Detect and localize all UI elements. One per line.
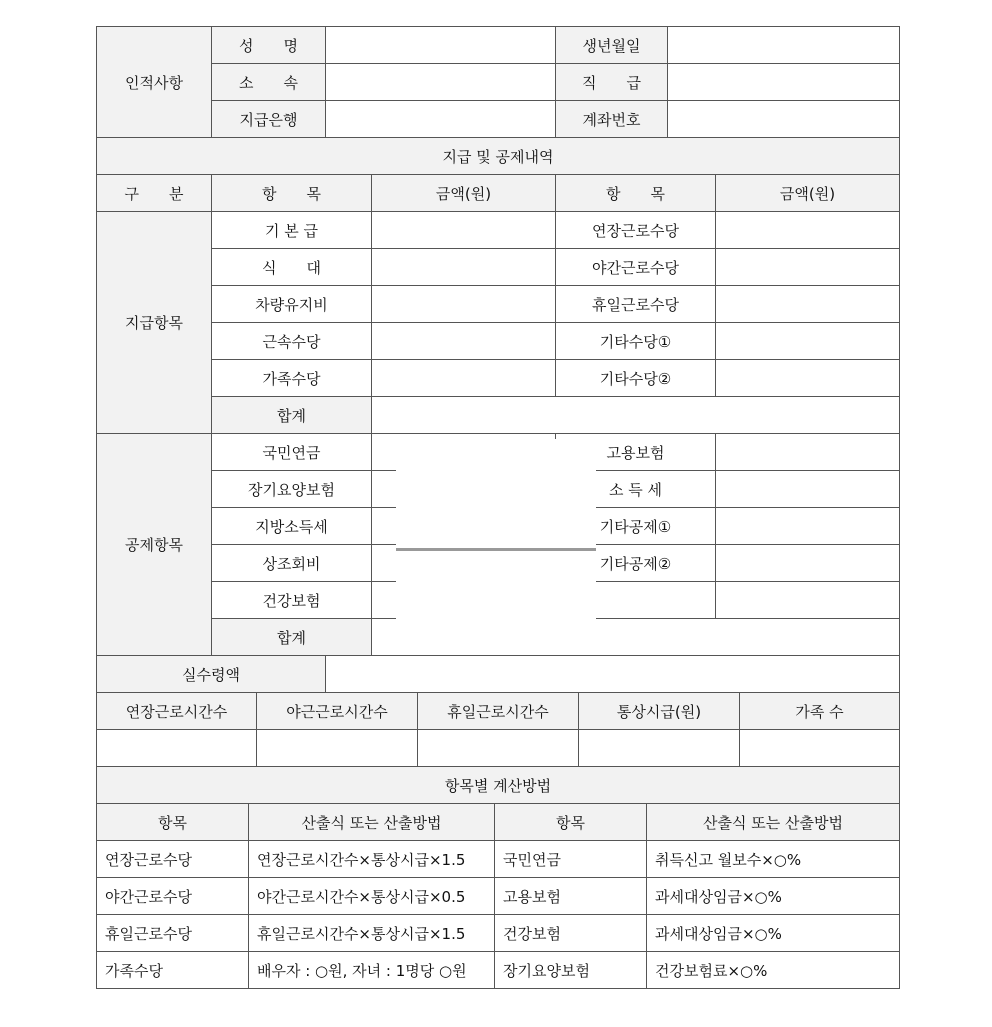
- family-count-field[interactable]: [740, 730, 900, 767]
- bank-field[interactable]: [326, 101, 556, 138]
- hours-table: [96, 693, 900, 767]
- deduction-section-label: 공제항목: [97, 434, 212, 656]
- calc-item: 가족수당: [97, 952, 249, 989]
- payment-amount-field[interactable]: [372, 212, 556, 249]
- payment-item: 근속수당: [212, 323, 372, 360]
- deduction-total-label: 합계: [212, 619, 372, 656]
- pay-title-row: [97, 138, 900, 175]
- account-label: 계좌번호: [556, 101, 668, 138]
- birth-label: 생년월일: [556, 27, 668, 64]
- deduction-amount-field[interactable]: [716, 545, 900, 582]
- amount-header: 금액(원): [372, 175, 556, 212]
- deduction-item: 지방소득세: [212, 508, 372, 545]
- calc-method: 야간근로시간수×통상시급×0.5: [249, 878, 495, 915]
- calc-method-header: 산출식 또는 산출방법: [249, 804, 495, 841]
- deduction-amount-field[interactable]: [716, 582, 900, 619]
- deduction-amount-field[interactable]: [716, 434, 900, 471]
- payment-row: [97, 212, 900, 249]
- name-field[interactable]: [326, 27, 556, 64]
- calc-method-header-2: 산출식 또는 산출방법: [647, 804, 900, 841]
- hours-header: 휴일근로시간수: [418, 693, 579, 730]
- deduction-item: 고용보험: [556, 434, 716, 471]
- birth-field[interactable]: [668, 27, 900, 64]
- calc-header-row: [97, 804, 900, 841]
- category-header: 구 분: [97, 175, 212, 212]
- payment-item: 식 대: [212, 249, 372, 286]
- calc-method: 배우자 : ○원, 자녀 : 1명당 ○원: [249, 952, 495, 989]
- net-pay-row: [97, 656, 900, 693]
- calc-item-2: 국민연금: [495, 841, 647, 878]
- net-pay-field[interactable]: [326, 656, 900, 693]
- position-field[interactable]: [668, 64, 900, 101]
- render-artifact-bar: [396, 548, 596, 551]
- dept-label: 소 속: [212, 64, 326, 101]
- deduction-item: 상조회비: [212, 545, 372, 582]
- calc-row: [97, 952, 900, 989]
- payment-item: 기 본 급: [212, 212, 372, 249]
- holiday-hours-field[interactable]: [418, 730, 579, 767]
- deduction-amount-field[interactable]: [716, 471, 900, 508]
- dept-row: [97, 64, 900, 101]
- payment-total-field[interactable]: [372, 397, 900, 434]
- calc-method: 휴일근로시간수×통상시급×1.5: [249, 915, 495, 952]
- deduction-item: 국민연금: [212, 434, 372, 471]
- calc-item-2: 고용보험: [495, 878, 647, 915]
- calc-item-2: 장기요양보험: [495, 952, 647, 989]
- calc-method-2: 과세대상임금×○%: [647, 878, 900, 915]
- payment-section-label: 지급항목: [97, 212, 212, 434]
- overtime-hours-field[interactable]: [97, 730, 257, 767]
- calc-item-header: 항목: [97, 804, 249, 841]
- deduction-item: 소 득 세: [556, 471, 716, 508]
- pay-header-row: [97, 175, 900, 212]
- calc-item: 야간근로수당: [97, 878, 249, 915]
- name-label: 성 명: [212, 27, 326, 64]
- night-hours-field[interactable]: [257, 730, 418, 767]
- calc-method-2: 건강보험료×○%: [647, 952, 900, 989]
- calc-item-header-2: 항목: [495, 804, 647, 841]
- payslip-form: [96, 26, 899, 989]
- payment-item: 기타수당②: [556, 360, 716, 397]
- calc-table: [96, 767, 900, 989]
- payment-item: 차량유지비: [212, 286, 372, 323]
- amount-header-2: 금액(원): [716, 175, 900, 212]
- hours-header: 야근근로시간수: [257, 693, 418, 730]
- calc-row: [97, 841, 900, 878]
- pay-section-title: 지급 및 공제내역: [97, 138, 900, 175]
- hours-header: 통상시급(원): [579, 693, 740, 730]
- net-pay-label: 실수령액: [97, 656, 326, 693]
- deduction-item: 기타공제①: [556, 508, 716, 545]
- calc-method: 연장근로시간수×통상시급×1.5: [249, 841, 495, 878]
- payment-amount-field[interactable]: [372, 323, 556, 360]
- calc-method-2: 과세대상임금×○%: [647, 915, 900, 952]
- payment-amount-field[interactable]: [372, 360, 556, 397]
- deduction-amount-field[interactable]: [716, 508, 900, 545]
- calc-item-2: 건강보험: [495, 915, 647, 952]
- hourly-wage-field[interactable]: [579, 730, 740, 767]
- personal-section-label: 인적사항: [97, 27, 212, 138]
- payment-row: [97, 323, 900, 360]
- hours-header-row: [97, 693, 900, 730]
- payment-item: 야간근로수당: [556, 249, 716, 286]
- payment-amount-field[interactable]: [716, 323, 900, 360]
- payment-amount-field[interactable]: [716, 360, 900, 397]
- item-header-2: 항 목: [556, 175, 716, 212]
- deduction-item: 장기요양보험: [212, 471, 372, 508]
- payment-row: [97, 286, 900, 323]
- payment-amount-field[interactable]: [372, 286, 556, 323]
- calc-item: 연장근로수당: [97, 841, 249, 878]
- name-row: [97, 27, 900, 64]
- calc-title-row: [97, 767, 900, 804]
- payment-amount-field[interactable]: [716, 286, 900, 323]
- deduction-item: 기타공제②: [556, 545, 716, 582]
- deduction-item: 건강보험: [212, 582, 372, 619]
- hours-value-row: [97, 730, 900, 767]
- payment-total-label: 합계: [212, 397, 372, 434]
- payment-amount-field[interactable]: [716, 212, 900, 249]
- payment-item: 연장근로수당: [556, 212, 716, 249]
- render-artifact-overlay: [396, 439, 596, 627]
- payment-total-row: [97, 397, 900, 434]
- calc-method-2: 취득신고 월보수×○%: [647, 841, 900, 878]
- payment-item: 휴일근로수당: [556, 286, 716, 323]
- payment-row: [97, 249, 900, 286]
- payment-amount-field[interactable]: [372, 249, 556, 286]
- bank-label: 지급은행: [212, 101, 326, 138]
- calc-row: [97, 915, 900, 952]
- calc-row: [97, 878, 900, 915]
- hours-header: 연장근로시간수: [97, 693, 257, 730]
- position-label: 직 급: [556, 64, 668, 101]
- dept-field[interactable]: [326, 64, 556, 101]
- payment-row: [97, 360, 900, 397]
- hours-header: 가족 수: [740, 693, 900, 730]
- bank-row: [97, 101, 900, 138]
- payment-item: 기타수당①: [556, 323, 716, 360]
- payment-item: 가족수당: [212, 360, 372, 397]
- item-header: 항 목: [212, 175, 372, 212]
- payment-amount-field[interactable]: [716, 249, 900, 286]
- account-field[interactable]: [668, 101, 900, 138]
- calc-section-title: 항목별 계산방법: [97, 767, 900, 804]
- calc-item: 휴일근로수당: [97, 915, 249, 952]
